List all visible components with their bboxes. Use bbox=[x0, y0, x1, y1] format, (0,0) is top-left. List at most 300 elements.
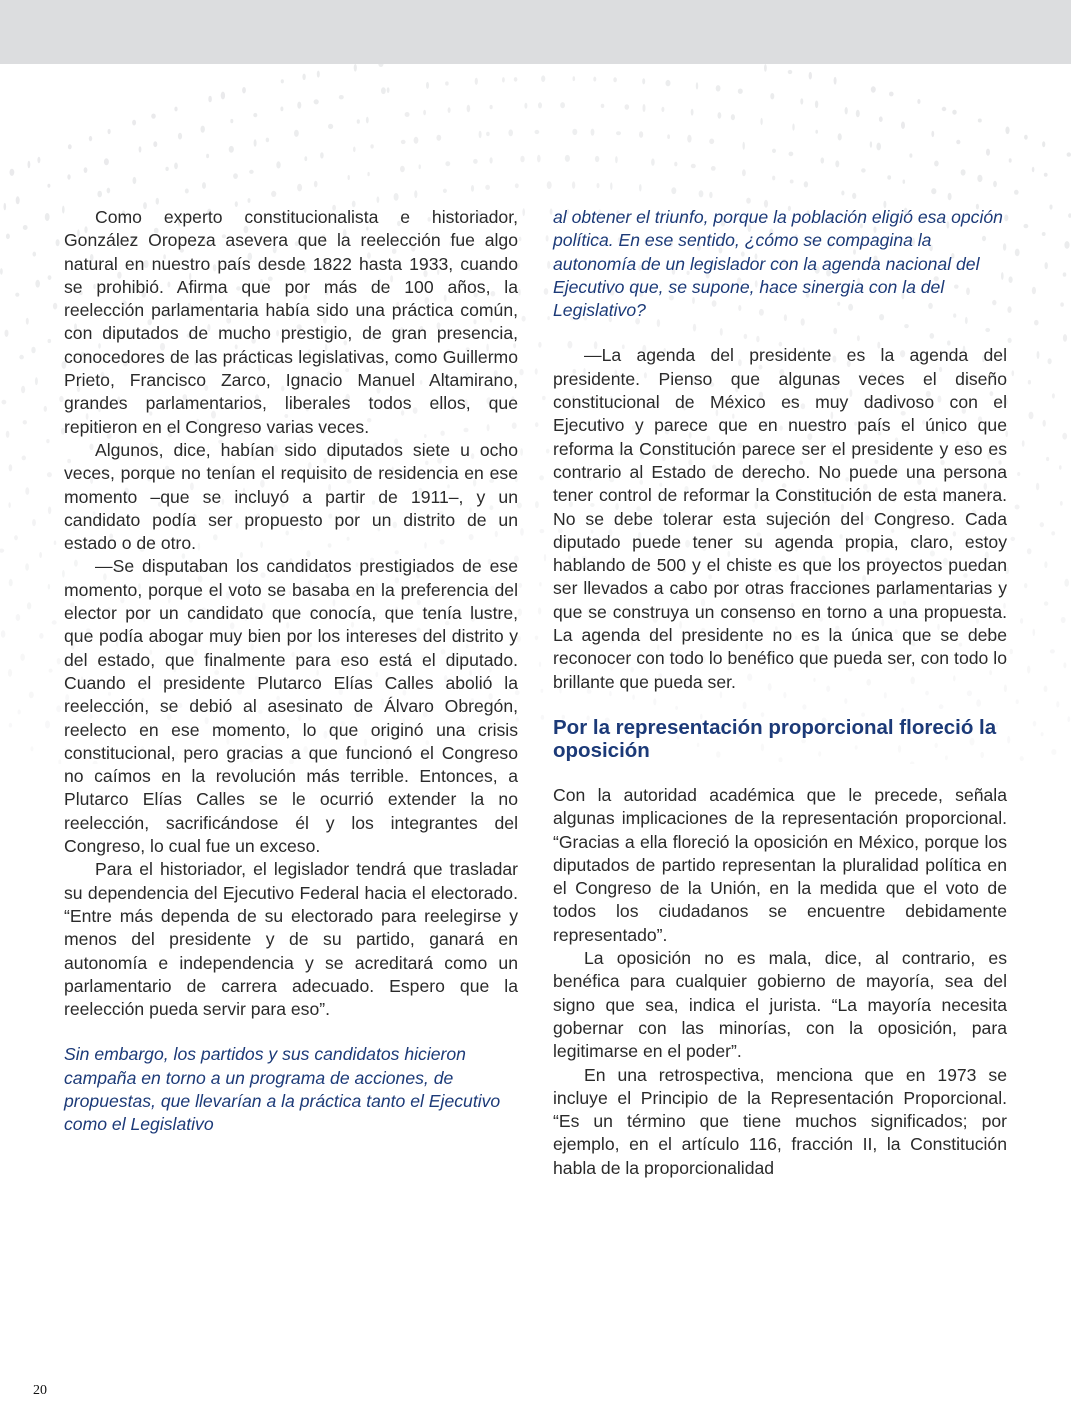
decorative-dot bbox=[328, 124, 333, 129]
decorative-dot bbox=[804, 181, 808, 187]
decorative-dot bbox=[687, 135, 691, 143]
decorative-dot bbox=[1017, 472, 1020, 476]
decorative-dot bbox=[764, 64, 767, 72]
decorative-dot bbox=[520, 156, 524, 163]
decorative-dot bbox=[1011, 537, 1016, 541]
decorative-dot bbox=[887, 175, 891, 179]
decorative-dot bbox=[1007, 306, 1011, 313]
decorative-dot bbox=[1024, 135, 1028, 140]
decorative-dot bbox=[841, 191, 844, 196]
decorative-dot bbox=[1060, 501, 1063, 506]
decorative-dot bbox=[57, 658, 61, 664]
left-column bbox=[64, 206, 518, 1137]
decorative-dot bbox=[53, 303, 57, 310]
decorative-dot bbox=[479, 131, 482, 138]
right-paragraph-2: Con la autoridad académica que le precede, señala algunas implicaciones de la representación proporcional. “Gracias a ella floreció la oposición en México, porque los diputados de partido representan la pluralidad política en el Congreso de la Unión, en la medida que el voto de todos los ciudadanos se encuentre debidamente representado”. bbox=[553, 784, 1007, 945]
decorative-dot bbox=[253, 113, 257, 117]
decorative-dot bbox=[1067, 152, 1071, 156]
decorative-dot bbox=[23, 225, 28, 230]
decorative-dot bbox=[718, 112, 722, 119]
decorative-dot bbox=[616, 131, 621, 135]
decorative-dot bbox=[426, 82, 429, 89]
decorative-dot bbox=[519, 369, 523, 375]
decorative-dot bbox=[1014, 190, 1019, 195]
decorative-dot bbox=[1012, 370, 1015, 376]
decorative-dot bbox=[15, 293, 19, 297]
spacer bbox=[553, 694, 1007, 716]
decorative-dot bbox=[1037, 351, 1040, 359]
decorative-dot bbox=[613, 77, 617, 82]
decorative-dot bbox=[541, 75, 545, 82]
decorative-dot bbox=[711, 166, 716, 171]
decorative-dot bbox=[414, 190, 417, 198]
decorative-dot bbox=[1033, 629, 1036, 636]
decorative-dot bbox=[353, 147, 356, 153]
decorative-dot bbox=[254, 139, 257, 147]
decorative-dot bbox=[1024, 583, 1027, 588]
decorative-dot bbox=[1043, 420, 1046, 427]
decorative-dot bbox=[281, 79, 284, 83]
decorative-dot bbox=[1051, 531, 1055, 535]
decorative-dot bbox=[540, 529, 545, 533]
decorative-dot bbox=[48, 507, 51, 515]
decorative-dot bbox=[743, 142, 745, 150]
decorative-dot bbox=[132, 120, 136, 126]
decorative-dot bbox=[931, 188, 936, 194]
decorative-dot bbox=[1009, 276, 1013, 283]
decorative-dot bbox=[948, 193, 952, 200]
decorative-dot bbox=[9, 723, 12, 728]
decorative-dot bbox=[89, 136, 92, 141]
decorative-dot bbox=[931, 131, 934, 137]
decorative-dot bbox=[993, 181, 997, 187]
decorative-dot bbox=[68, 144, 72, 149]
decorative-dot bbox=[1044, 173, 1048, 177]
decorative-dot bbox=[2, 400, 7, 405]
decorative-dot bbox=[1036, 483, 1039, 491]
decorative-dot bbox=[1060, 302, 1064, 306]
decorative-dot bbox=[423, 110, 426, 116]
decorative-dot bbox=[377, 196, 380, 203]
decorative-dot bbox=[518, 609, 522, 616]
decorative-dot bbox=[845, 107, 848, 114]
decorative-dot bbox=[44, 406, 47, 412]
decorative-dot bbox=[23, 420, 27, 424]
decorative-dot bbox=[572, 181, 575, 188]
decorative-dot bbox=[0, 549, 4, 553]
decorative-dot bbox=[1015, 249, 1020, 257]
decorative-dot bbox=[835, 160, 839, 167]
decorative-dot bbox=[486, 132, 490, 136]
decorative-dot bbox=[52, 620, 57, 624]
decorative-dot bbox=[1064, 241, 1069, 249]
decorative-dot bbox=[770, 93, 774, 99]
decorative-dot bbox=[5, 330, 9, 337]
decorative-dot bbox=[104, 158, 109, 165]
decorative-dot bbox=[354, 64, 357, 72]
decorative-dot bbox=[560, 102, 565, 108]
decorative-dot bbox=[46, 439, 49, 443]
decorative-dot bbox=[535, 422, 539, 427]
decorative-dot bbox=[861, 168, 866, 172]
decorative-dot bbox=[667, 134, 670, 139]
decorative-dot bbox=[151, 114, 156, 119]
decorative-dot bbox=[448, 107, 451, 113]
decorative-dot bbox=[1044, 686, 1048, 692]
decorative-dot bbox=[591, 129, 595, 136]
decorative-dot bbox=[1010, 649, 1013, 655]
decorative-dot bbox=[961, 169, 966, 175]
decorative-dot bbox=[709, 192, 712, 198]
decorative-dot bbox=[772, 176, 775, 181]
decorative-dot bbox=[381, 87, 386, 94]
decorative-dot bbox=[56, 705, 61, 712]
decorative-dot bbox=[573, 76, 576, 81]
decorative-dot bbox=[696, 82, 698, 89]
decorative-dot bbox=[37, 157, 40, 163]
decorative-dot bbox=[597, 183, 600, 188]
decorative-dot bbox=[519, 237, 522, 242]
decorative-dot bbox=[522, 208, 525, 216]
decorative-dot bbox=[1044, 601, 1048, 605]
decorative-dot bbox=[547, 316, 550, 320]
decorative-dot bbox=[539, 662, 541, 668]
decorative-dot bbox=[48, 584, 50, 590]
decorative-dot bbox=[357, 119, 360, 124]
decorative-dot bbox=[1, 630, 6, 637]
spacer bbox=[553, 322, 1007, 344]
decorative-dot bbox=[405, 112, 410, 117]
decorative-dot bbox=[903, 180, 906, 184]
decorative-dot bbox=[48, 339, 52, 343]
decorative-dot bbox=[547, 261, 550, 269]
decorative-dot bbox=[394, 193, 399, 201]
decorative-dot bbox=[572, 129, 577, 135]
decorative-dot bbox=[821, 157, 825, 163]
decorative-dot bbox=[538, 607, 541, 614]
decorative-dot bbox=[625, 104, 630, 110]
decorative-dot bbox=[565, 155, 570, 162]
decorative-dot bbox=[208, 96, 212, 103]
decorative-dot bbox=[271, 191, 276, 197]
decorative-dot bbox=[809, 72, 812, 80]
decorative-dot bbox=[1063, 272, 1067, 276]
decorative-dot bbox=[1042, 232, 1046, 236]
decorative-dot bbox=[986, 149, 990, 156]
decorative-dot bbox=[1056, 701, 1059, 707]
decorative-dot bbox=[47, 184, 50, 188]
decorative-dot bbox=[1009, 158, 1012, 162]
decorative-dot bbox=[165, 167, 168, 171]
decorative-dot bbox=[314, 181, 318, 188]
decorative-dot bbox=[54, 541, 57, 546]
decorative-dot bbox=[879, 116, 883, 122]
decorative-dot bbox=[348, 175, 350, 180]
decorative-dot bbox=[490, 105, 493, 109]
decorative-dot bbox=[1064, 579, 1069, 587]
decorative-dot bbox=[1008, 338, 1012, 343]
decorative-dot bbox=[84, 167, 88, 173]
decorative-dot bbox=[535, 368, 538, 374]
decorative-dot bbox=[871, 86, 876, 92]
decorative-dot bbox=[1027, 666, 1030, 674]
decorative-dot bbox=[601, 104, 605, 108]
decorative-dot bbox=[535, 130, 540, 134]
decorative-dot bbox=[691, 109, 694, 116]
decorative-dot bbox=[544, 554, 546, 561]
decorative-dot bbox=[1063, 662, 1066, 668]
decorative-dot bbox=[1034, 320, 1039, 326]
decorative-dot bbox=[45, 213, 50, 221]
decorative-dot bbox=[1063, 334, 1067, 342]
decorative-dot bbox=[266, 138, 269, 143]
decorative-dot bbox=[666, 80, 671, 86]
decorative-dot bbox=[1024, 224, 1029, 228]
decorative-dot bbox=[538, 102, 542, 108]
decorative-dot bbox=[538, 342, 541, 348]
decorative-dot bbox=[691, 164, 696, 169]
decorative-dot bbox=[547, 181, 552, 189]
decorative-dot bbox=[760, 118, 762, 125]
decorative-dot bbox=[67, 174, 70, 179]
decorative-dot bbox=[595, 156, 599, 162]
decorative-dot bbox=[1005, 127, 1009, 135]
decorative-dot bbox=[230, 119, 233, 123]
decorative-dot bbox=[1041, 732, 1044, 736]
decorative-dot bbox=[294, 130, 299, 137]
decorative-dot bbox=[10, 169, 15, 176]
decorative-dot bbox=[651, 158, 655, 165]
decorative-dot bbox=[400, 166, 405, 172]
decorative-dot bbox=[414, 137, 419, 144]
decorative-dot bbox=[445, 161, 450, 166]
decorative-dot bbox=[31, 347, 35, 354]
decorative-dot bbox=[107, 188, 111, 194]
decorative-dot bbox=[815, 101, 818, 109]
decorative-dot bbox=[539, 582, 542, 586]
decorative-dot bbox=[16, 614, 21, 621]
decorative-dot bbox=[1032, 167, 1035, 172]
decorative-dot bbox=[1052, 393, 1055, 398]
decorative-dot bbox=[108, 129, 111, 134]
decorative-dot bbox=[56, 239, 60, 246]
decorative-dot bbox=[978, 119, 982, 123]
decorative-dot bbox=[248, 198, 251, 203]
decorative-dot bbox=[16, 196, 20, 204]
decorative-dot bbox=[800, 98, 803, 104]
decorative-dot bbox=[32, 519, 36, 526]
decorative-dot bbox=[39, 633, 43, 639]
decorative-dot bbox=[490, 157, 493, 163]
decorative-dot bbox=[59, 396, 63, 402]
decorative-dot bbox=[1020, 618, 1023, 624]
decorative-dot bbox=[28, 161, 31, 169]
decorative-dot bbox=[1020, 756, 1024, 761]
decorative-dot bbox=[19, 355, 24, 360]
decorative-dot bbox=[206, 154, 209, 158]
decorative-dot bbox=[45, 721, 50, 729]
decorative-dot bbox=[514, 77, 518, 82]
decorative-dot bbox=[541, 689, 544, 693]
decorative-dot bbox=[47, 472, 52, 477]
decorative-dot bbox=[643, 104, 646, 112]
decorative-dot bbox=[792, 124, 794, 131]
decorative-dot bbox=[6, 234, 10, 240]
decorative-dot bbox=[1061, 617, 1066, 623]
decorative-dot bbox=[870, 141, 872, 148]
decorative-dot bbox=[1029, 412, 1034, 420]
decorative-dot bbox=[201, 126, 205, 133]
decorative-dot bbox=[639, 184, 642, 191]
decorative-dot bbox=[48, 275, 52, 280]
decorative-dot bbox=[838, 133, 842, 140]
decorative-dot bbox=[33, 252, 37, 257]
decorative-dot bbox=[1028, 380, 1031, 385]
decorative-dot bbox=[901, 122, 905, 129]
spacer bbox=[553, 762, 1007, 784]
decorative-dot bbox=[97, 191, 102, 198]
decorative-dot bbox=[202, 182, 206, 189]
decorative-dot bbox=[518, 289, 521, 296]
decorative-dot bbox=[58, 759, 61, 764]
decorative-dot bbox=[942, 107, 947, 111]
decorative-dot bbox=[639, 131, 643, 138]
decorative-dot bbox=[21, 386, 25, 393]
decorative-dot bbox=[1067, 716, 1070, 722]
decorative-dot bbox=[8, 669, 12, 677]
decorative-dot bbox=[772, 149, 776, 153]
decorative-dot bbox=[139, 146, 142, 152]
decorative-dot bbox=[367, 172, 369, 176]
decorative-dot bbox=[956, 140, 960, 145]
decorative-dot bbox=[952, 110, 956, 115]
decorative-dot bbox=[445, 81, 449, 85]
decorative-dot bbox=[304, 156, 307, 161]
section-heading: Por la representación proporcional floreció la oposición bbox=[553, 715, 997, 762]
interview-question: Sin embargo, los partidos y sus candidatos hicieron campaña en torno a un programa de acciones, de propuestas, que llevarían a la práctica tanto el Ejecutivo como el Legislativo bbox=[64, 1044, 501, 1135]
decorative-dot bbox=[178, 133, 182, 140]
decorative-dot bbox=[229, 146, 234, 153]
decorative-dot bbox=[1040, 522, 1044, 527]
decorative-dot bbox=[39, 552, 42, 558]
decorative-dot bbox=[249, 170, 254, 174]
page-number: 20 bbox=[33, 1383, 47, 1398]
decorative-dot bbox=[27, 602, 31, 609]
decorative-dot bbox=[535, 636, 539, 641]
decorative-dot bbox=[6, 431, 10, 438]
decorative-dot bbox=[674, 162, 677, 167]
right-column bbox=[553, 206, 1007, 1180]
decorative-dot bbox=[1050, 649, 1055, 653]
decorative-dot bbox=[1032, 287, 1036, 295]
decorative-dot bbox=[1033, 721, 1037, 727]
decorative-dot bbox=[1042, 141, 1045, 147]
decorative-dot bbox=[593, 77, 596, 82]
decorative-dot bbox=[709, 139, 714, 145]
decorative-dot bbox=[1045, 262, 1048, 269]
decorative-dot bbox=[25, 563, 29, 571]
decorative-dot bbox=[25, 487, 29, 495]
decorative-dot bbox=[520, 528, 524, 536]
decorative-dot bbox=[977, 175, 982, 182]
decorative-dot bbox=[419, 164, 421, 169]
decorative-dot bbox=[366, 117, 369, 124]
interview-question-continued: al obtener el triunfo, porque la población eligió esa opción política. En ese sentido, ¿cómo se compagina la autonomía de un legislador con la agenda nacional del Ejecutivo que, se supone, hace sinergia con la del Legislativo? bbox=[553, 207, 1003, 321]
decorative-dot bbox=[339, 95, 344, 99]
decorative-dot bbox=[542, 396, 546, 400]
decorative-dot bbox=[14, 535, 18, 540]
decorative-dot bbox=[9, 464, 13, 471]
decorative-dot bbox=[242, 87, 246, 93]
decorative-dot bbox=[35, 280, 40, 288]
decorative-dot bbox=[35, 377, 38, 385]
decorative-dot bbox=[909, 153, 912, 157]
decorative-dot bbox=[401, 140, 406, 144]
decorative-dot bbox=[1016, 699, 1019, 704]
decorative-dot bbox=[642, 78, 645, 84]
decorative-dot bbox=[467, 105, 471, 113]
decorative-dot bbox=[742, 169, 746, 176]
left-paragraph-4: Para el historiador, el legislador tendrá que trasladar su dependencia del Ejecutivo Federal hacia el electorado. “Entre más dependa de su electorado para reelegirse y menos del presidente y de su partido, ganará en autonomía e independencia y se acreditará como un parlamentario de carrera adecuado. Espero que la reelección pueda servir para eso”. bbox=[64, 859, 518, 1020]
decorative-dot bbox=[471, 185, 474, 192]
decorative-dot bbox=[1051, 749, 1056, 755]
decorative-dot bbox=[537, 155, 541, 163]
decorative-dot bbox=[1059, 465, 1062, 469]
decorative-dot bbox=[370, 144, 373, 148]
decorative-dot bbox=[876, 143, 881, 151]
decorative-dot bbox=[1022, 440, 1025, 447]
decorative-dot bbox=[539, 475, 544, 480]
decorative-dot bbox=[699, 190, 704, 197]
decorative-dot bbox=[789, 152, 794, 157]
decorative-dot bbox=[1049, 204, 1052, 209]
decorative-dot bbox=[522, 316, 526, 322]
right-paragraph-4: En una retrospectiva, menciona que en 1973 se incluye el Principio de la Representación Proporcional. “Es un término que tiene muchos significados; por ejemplo, en el artículo 116, fracción II, la Constitución habla de la proporcionalidad bbox=[553, 1064, 1007, 1178]
decorative-dot bbox=[1015, 505, 1020, 510]
decorative-dot bbox=[233, 173, 238, 179]
decorative-dot bbox=[917, 99, 920, 104]
decorative-dot bbox=[8, 502, 10, 508]
decorative-dot bbox=[615, 156, 618, 163]
decorative-dot bbox=[661, 107, 664, 112]
decorative-dot bbox=[221, 92, 225, 100]
decorative-dot bbox=[889, 92, 894, 97]
decorative-dot bbox=[856, 110, 860, 117]
decorative-dot bbox=[934, 161, 939, 167]
decorative-dot bbox=[443, 189, 447, 193]
left-paragraph-2: Algunos, dice, habían sido diputados siete u ocho veces, porque no tenían el requisito de residencia en ese momento –que se incluyó a partir de 1911–, y un candidato podía ser propuesto por un distrito de un estado o de otro. bbox=[64, 439, 518, 554]
decorative-dot bbox=[746, 198, 751, 204]
decorative-dot bbox=[515, 183, 519, 188]
decorative-dot bbox=[387, 87, 390, 93]
left-paragraph-3: —Se disputaban los candidatos prestigiados de ese momento, porque el voto se basaba en la preferencia del elector por un candidato que conocía, que tenía lustre, que podía abogar muy bien por los intereses del distrito y del estado, que finalmente para eso está el diputado. Cuando el presidente Plutarco Elías Calles abolió la reelección, se debió al asesinato de Álvaro Obregón, reelecto en ese momento, lo que originó una crisis constitucional, pero gracias a que funcionó el Congreso no caímos en la revolución más terrible. Entonces, a Plutarco Elías Calles se le ocurrió extender la no reelección, sacrificándose él y los integrantes del Congreso, lo cual fue un exceso. bbox=[64, 556, 518, 857]
decorative-dot bbox=[276, 161, 280, 168]
decorative-dot bbox=[22, 456, 26, 461]
decorative-dot bbox=[610, 182, 612, 190]
decorative-dot bbox=[671, 187, 676, 194]
decorative-dot bbox=[541, 715, 545, 720]
decorative-dot bbox=[1046, 457, 1049, 461]
right-paragraph-3: La oposición no es mala, dice, al contrario, es benéfica para cualquier gobierno de mayoría, sea del signo que sea, indica el jurista. “La mayoría necesita gobernar con las minorías, con la oposición, para legitimarse en el poder”. bbox=[553, 948, 1007, 1062]
decorative-dot bbox=[485, 185, 490, 190]
decorative-dot bbox=[546, 235, 549, 241]
decorative-dot bbox=[815, 130, 818, 134]
decorative-dot bbox=[314, 99, 319, 104]
decorative-dot bbox=[535, 501, 539, 508]
decorative-dot bbox=[174, 107, 177, 112]
decorative-dot bbox=[31, 746, 34, 751]
decorative-dot bbox=[502, 77, 505, 82]
